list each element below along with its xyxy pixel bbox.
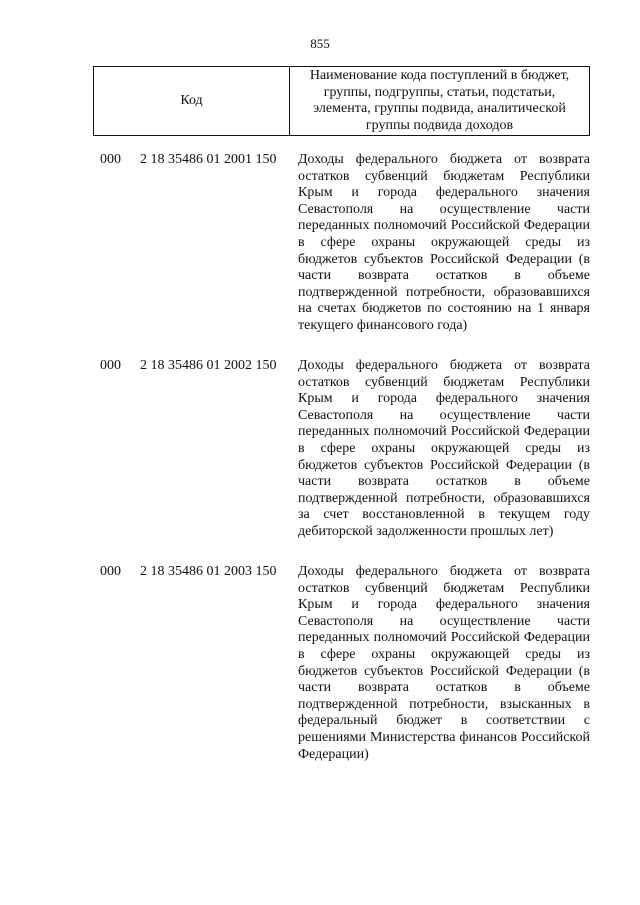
row-admin-code: 000	[100, 564, 121, 579]
revenue-code-list	[93, 152, 590, 763]
row-admin-code: 000	[100, 152, 121, 167]
table-row	[93, 564, 590, 763]
header-name-column: Наименование кода поступлений в бюджет, группы, подгруппы, статьи, подстатьи, элемента, группы подвида, аналитической группы подвида доходов	[309, 68, 570, 133]
row-description: Доходы федерального бюджета от возврата остатков субвенций бюджетам Республики Крым и города федерального значения Севастополя на осуществление части переданных полномочий Российской Федерации в сфере охраны окружающей среды из бюджетов субъектов Российской Федерации (в части возврата остатков в объеме подтвержденной потребности, образовавшихся за счет восстановленной в текущем году дебиторской задолженности прошлых лет)	[298, 358, 590, 539]
row-description: Доходы федерального бюджета от возврата остатков субвенций бюджетам Республики Крым и города федерального значения Севастополя на осуществление части переданных полномочий Российской Федерации в сфере охраны окружающей среды из бюджетов субъектов Российской Федерации (в части возврата остатков в объеме подтвержденной потребности, образовавшихся на счетах бюджетов по состоянию на 1 января текущего финансового года)	[298, 152, 590, 333]
table-row	[93, 152, 590, 358]
header-code-column: Код	[94, 67, 290, 135]
row-revenue-code: 2 18 35486 01 2001 150	[140, 152, 277, 167]
row-description: Доходы федерального бюджета от возврата остатков субвенций бюджетам Республики Крым и города федерального значения Севастополя на осуществление части переданных полномочий Российской Федерации в сфере охраны окружающей среды из бюджетов субъектов Российской Федерации (в части возврата остатков в объеме подтвержденной потребности, взысканных в федеральный бюджет в соответствии с решениями Министерства финансов Российской Федерации)	[298, 564, 590, 762]
row-admin-code: 000	[100, 358, 121, 373]
table-header	[93, 66, 590, 136]
row-revenue-code: 2 18 35486 01 2002 150	[140, 358, 277, 373]
page-number: 855	[310, 36, 330, 51]
table-row	[93, 358, 590, 564]
row-revenue-code: 2 18 35486 01 2003 150	[140, 564, 277, 579]
